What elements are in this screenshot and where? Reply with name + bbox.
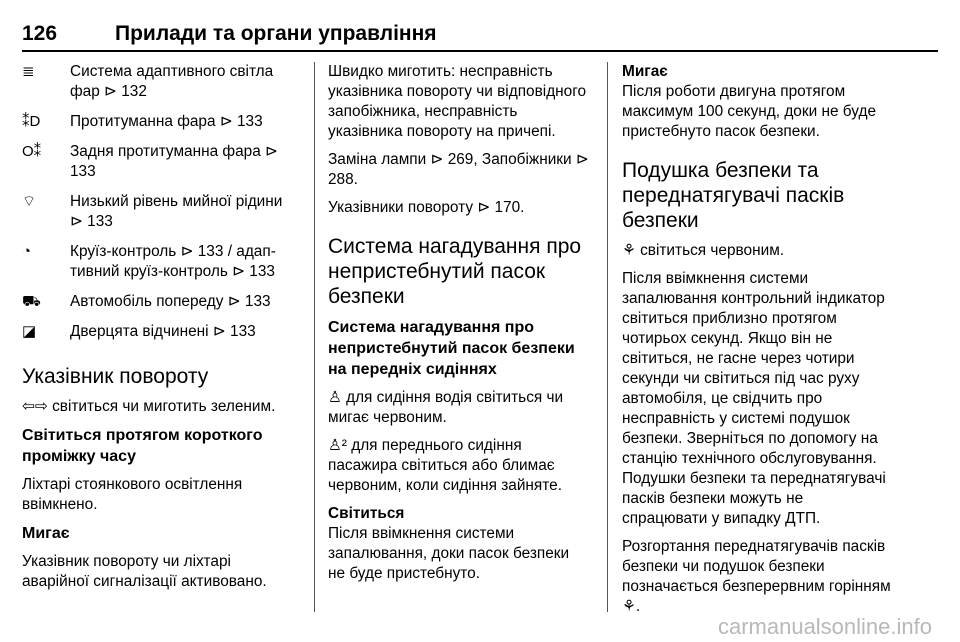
seatbelt-passenger-icon: ♙² — [328, 437, 347, 454]
vehicle-ahead-icon: ⛟ — [22, 293, 41, 310]
paragraph-text: для сидіння водія світиться чи мигає червоним. — [328, 389, 564, 426]
paragraph: Після ввімкнення системи запалювання контрольний індикатор світиться приблизно протягом чотирьох секунд. Якщо він не світиться, не гасне через чотири секунди чи світиться під час руху автомобіля, це свідчить про несправність у системі подушок безпеки. Зверніться по допомогу на станцію технічного обслуговування. Подушки безпеки та переднатягувачі пасків безпеки можуть не спрацювати у випадку ДТП. — [622, 270, 886, 527]
airbag-icon: ⚘ — [622, 242, 636, 259]
subsection-heading: Мигає — [622, 63, 668, 80]
paragraph — [622, 537, 892, 617]
page-header — [22, 22, 938, 52]
adaptive-light-icon: ≣ — [22, 63, 35, 80]
list-item — [22, 62, 298, 102]
list-item — [22, 142, 298, 182]
rear-fog-light-icon: O⁑ — [22, 143, 42, 160]
page-number: 126 — [22, 22, 58, 45]
paragraph-end: . — [635, 598, 641, 615]
section-heading: Система нагадування про непристебнутий пасок безпеки — [328, 235, 582, 308]
cruise-control-icon: ◔ — [22, 243, 32, 260]
washer-fluid-icon: ⌔ — [22, 193, 37, 210]
paragraph: Указівники повороту ⊳ 170. — [328, 199, 525, 216]
paragraph: Швидко миготить: несправність указівника повороту чи відповідного запобіжника, несправність указівника повороту на причепі. — [328, 63, 587, 140]
list-item — [22, 292, 298, 312]
paragraph: Ліхтарі стоянкового освітлення ввімкнено. — [22, 476, 243, 513]
subsection-heading: Система нагадування про непристебнутий пасок безпеки на передніх сидіннях — [328, 319, 575, 378]
column-1 — [22, 62, 298, 600]
list-item-text: Круїз-контроль ⊳ 133 / адаптивний круїз-контроль ⊳ 133 — [70, 243, 276, 280]
column-divider — [607, 62, 608, 612]
paragraph — [328, 388, 590, 428]
door-open-icon: ◪ — [22, 323, 37, 340]
page-title: Прилади та органи управління — [115, 22, 437, 45]
list-item-text: Система адаптивного світла фар ⊳ 132 — [70, 63, 274, 100]
list-item-text: Протитуманна фара ⊳ 133 — [70, 113, 263, 130]
column-divider — [314, 62, 315, 612]
list-item-text: Задня протитуманна фара ⊳ 133 — [70, 143, 278, 180]
list-item-text: Низький рівень мийної рідини ⊳ 133 — [70, 193, 283, 230]
column-3 — [622, 62, 892, 625]
list-item-text: Автомобіль попереду ⊳ 133 — [70, 293, 271, 310]
list-item — [22, 112, 298, 132]
paragraph-text: світиться червоним. — [640, 242, 785, 259]
paragraph — [622, 241, 892, 261]
fog-light-icon: ⁑D — [22, 113, 41, 130]
subsection-heading: Світиться протягом короткого проміжку часу — [22, 427, 263, 465]
paragraph: Після роботи двигуна протягом максимум 100 секунд, доки не буде пристебнуто пасок безпеки. — [622, 83, 876, 140]
section-heading: Подушка безпеки та переднатягувачі пасків безпеки — [622, 159, 845, 232]
paragraph: ⇦⇨ світиться чи миготить зеленим. — [22, 398, 276, 415]
paragraph-text: Розгортання переднатягувачів пасків безпеки чи подушок безпеки позначається безперервним горінням — [622, 538, 891, 595]
section-heading: Указівник повороту — [22, 365, 209, 388]
column-2 — [328, 62, 590, 592]
list-item — [22, 322, 298, 342]
subsection-heading: Світиться — [328, 505, 405, 522]
list-item — [22, 242, 298, 282]
subsection-heading: Мигає — [22, 525, 70, 542]
paragraph — [328, 436, 590, 496]
seatbelt-driver-icon: ♙ — [328, 389, 342, 406]
paragraph: Після ввімкнення системи запалювання, доки пасок безпеки не буде пристебнуто. — [328, 525, 570, 582]
list-item — [22, 192, 298, 232]
watermark: carmanualsonline.info — [717, 614, 932, 639]
paragraph: Указівник повороту чи ліхтарі аварійної сигналізації активовано. — [22, 553, 267, 590]
list-item-text: Дверцята відчинені ⊳ 133 — [70, 323, 256, 340]
airbag-icon: ⚘ — [622, 598, 636, 615]
paragraph: Заміна лампи ⊳ 269, Запобіжники ⊳ 288. — [328, 151, 589, 188]
paragraph-text: для переднього сидіння пасажира світиться або блимає червоним, коли сидіння зайняте. — [328, 437, 562, 494]
